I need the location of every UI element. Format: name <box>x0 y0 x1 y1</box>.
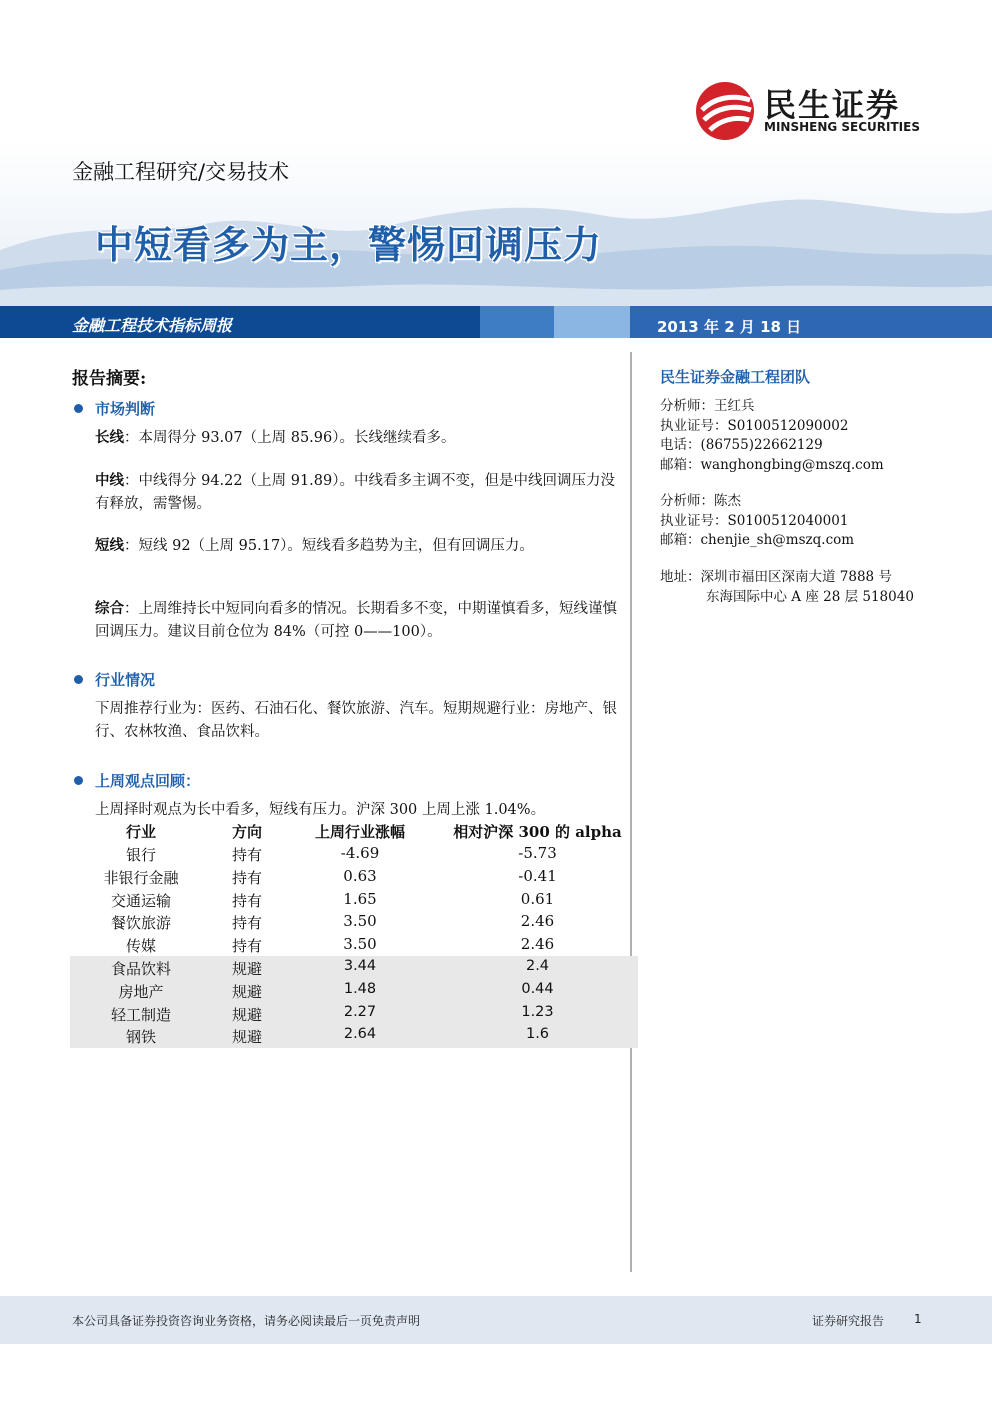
table-row <box>70 1026 638 1049</box>
table-cell: 2.27 <box>343 1003 377 1020</box>
address-block <box>660 568 914 607</box>
market-section-title: 市场判断 <box>95 400 156 418</box>
analyst-phone: 电话：(86755)22662129 <box>660 437 823 453</box>
table-cell: 持有 <box>231 868 262 887</box>
short-term-paragraph: 短线：短线 92（上周 95.17）。短线看多趋势为主，但有回调压力。 <box>95 537 534 554</box>
table-header-row <box>70 821 638 844</box>
table-cell: 3.50 <box>343 935 377 954</box>
table-row <box>70 912 638 935</box>
table-cell: 3.50 <box>343 912 377 931</box>
table-cell: 传媒 <box>125 937 156 956</box>
address-line: 地址：深圳市福田区深南大道 7888 号 <box>660 569 892 585</box>
table-cell: 持有 <box>231 937 262 956</box>
table-row <box>70 1004 638 1027</box>
table-cell: 非银行金融 <box>103 868 179 887</box>
table-cell: 0.61 <box>520 889 555 908</box>
analyst-email[interactable]: 邮箱：chenjie_sh@mszq.com <box>660 532 855 548</box>
table-cell: 食品饮料 <box>110 960 171 978</box>
analyst-1-block <box>660 397 884 475</box>
table-cell: 2.46 <box>520 935 555 954</box>
logo-english-name: MINSHENG SECURITIES <box>764 120 920 134</box>
column-divider <box>630 352 632 1272</box>
address-line: 东海国际中心 A 座 28 层 518040 <box>706 588 914 605</box>
industry-section-title: 行业情况 <box>95 671 156 689</box>
table-cell: 交通运输 <box>110 891 171 910</box>
bullet-icon <box>74 776 83 785</box>
analyst-2-block <box>660 492 854 551</box>
bullet-icon <box>74 404 83 413</box>
table-cell: -0.41 <box>518 866 557 885</box>
report-series-title: 金融工程技术指标周报 <box>72 316 233 335</box>
table-row <box>70 844 638 867</box>
table-row <box>70 890 638 913</box>
table-row <box>70 958 638 981</box>
table-cell: 持有 <box>231 846 262 864</box>
table-cell: 规避 <box>231 960 262 978</box>
analyst-name: 分析师：王红兵 <box>660 398 755 414</box>
page-number: 1 <box>914 1312 922 1326</box>
bullet-icon <box>74 675 83 684</box>
report-date: 2013 年 2 月 18 日 <box>657 318 802 336</box>
report-category: 金融工程研究/交易技术 <box>72 160 290 184</box>
table-cell: 规避 <box>231 1028 262 1047</box>
table-cell: 1.48 <box>343 980 377 997</box>
table-header-cell: 方向 <box>231 823 262 841</box>
team-name: 民生证券金融工程团队 <box>660 368 811 386</box>
table-cell: 2.4 <box>525 958 550 974</box>
table-header-cell: 上周行业涨幅 <box>314 823 405 841</box>
analyst-email[interactable]: 邮箱：wanghongbing@mszq.com <box>660 456 884 473</box>
table-cell: -5.73 <box>518 844 557 862</box>
table-cell: 3.44 <box>343 958 377 974</box>
table-cell: 1.65 <box>343 889 377 908</box>
mid-term-paragraph: 中线：中线得分 94.22（上周 91.89）。中线看多主调不变，但是中线回调压力没有释放，需警惕。 <box>95 472 615 512</box>
analyst-license: 执业证号：S0100512090002 <box>660 417 849 434</box>
industry-paragraph: 下周推荐行业为：医药、石油石化、餐饮旅游、汽车。短期规避行业：房地产、银行、农林牧渔、食品饮料。 <box>95 701 617 740</box>
table-row <box>70 867 638 890</box>
table-cell: 1.6 <box>525 1026 550 1043</box>
analyst-name: 分析师：陈杰 <box>660 493 741 509</box>
table-cell: 规避 <box>231 982 262 1001</box>
summary-heading: 报告摘要: <box>72 369 147 389</box>
table-cell: 2.46 <box>520 912 555 931</box>
review-section-title: 上周观点回顾： <box>95 772 201 790</box>
overall-paragraph: 综合：上周维持长中短同向看多的情况。长期看多不变，中期谨慎看多，短线谨慎回调压力。建议目前仓位为 84%（可控 0——100）。 <box>95 600 617 640</box>
footer-disclaimer: 本公司具备证券投资咨询业务资格，请务必阅读最后一页免责声明 <box>72 1314 421 1328</box>
review-paragraph: 上周择时观点为长中看多，短线有压力。沪深 300 上周上涨 1.04%。 <box>95 802 546 818</box>
footer-report-type: 证券研究报告 <box>812 1314 885 1328</box>
table-cell: 2.64 <box>343 1026 377 1043</box>
table-cell: 0.44 <box>521 980 554 997</box>
table-cell: 规避 <box>231 1005 262 1024</box>
table-cell: 1.23 <box>521 1003 554 1020</box>
table-cell: 餐饮旅游 <box>110 914 171 933</box>
table-cell: 0.63 <box>343 866 377 885</box>
table-header-cell: 相对沪深 300 的 alpha <box>453 823 622 841</box>
table-cell: 持有 <box>231 914 262 933</box>
table-header-cell: 行业 <box>125 823 156 841</box>
analyst-license: 执业证号：S0100512040001 <box>660 512 849 529</box>
table-cell: 持有 <box>231 891 262 910</box>
long-term-paragraph: 长线：本周得分 93.07（上周 85.96）。长线继续看多。 <box>95 429 456 446</box>
table-cell: 钢铁 <box>125 1028 156 1047</box>
table-row <box>70 935 638 958</box>
report-headline: 中短看多为主，警惕回调压力 <box>95 223 603 267</box>
logo-chinese-name: 民生证券 <box>764 86 901 124</box>
table-cell: 轻工制造 <box>110 1005 171 1024</box>
table-cell: 银行 <box>125 846 156 864</box>
table-cell: -4.69 <box>340 844 380 862</box>
table-cell: 房地产 <box>118 982 164 1001</box>
table-row <box>70 981 638 1004</box>
